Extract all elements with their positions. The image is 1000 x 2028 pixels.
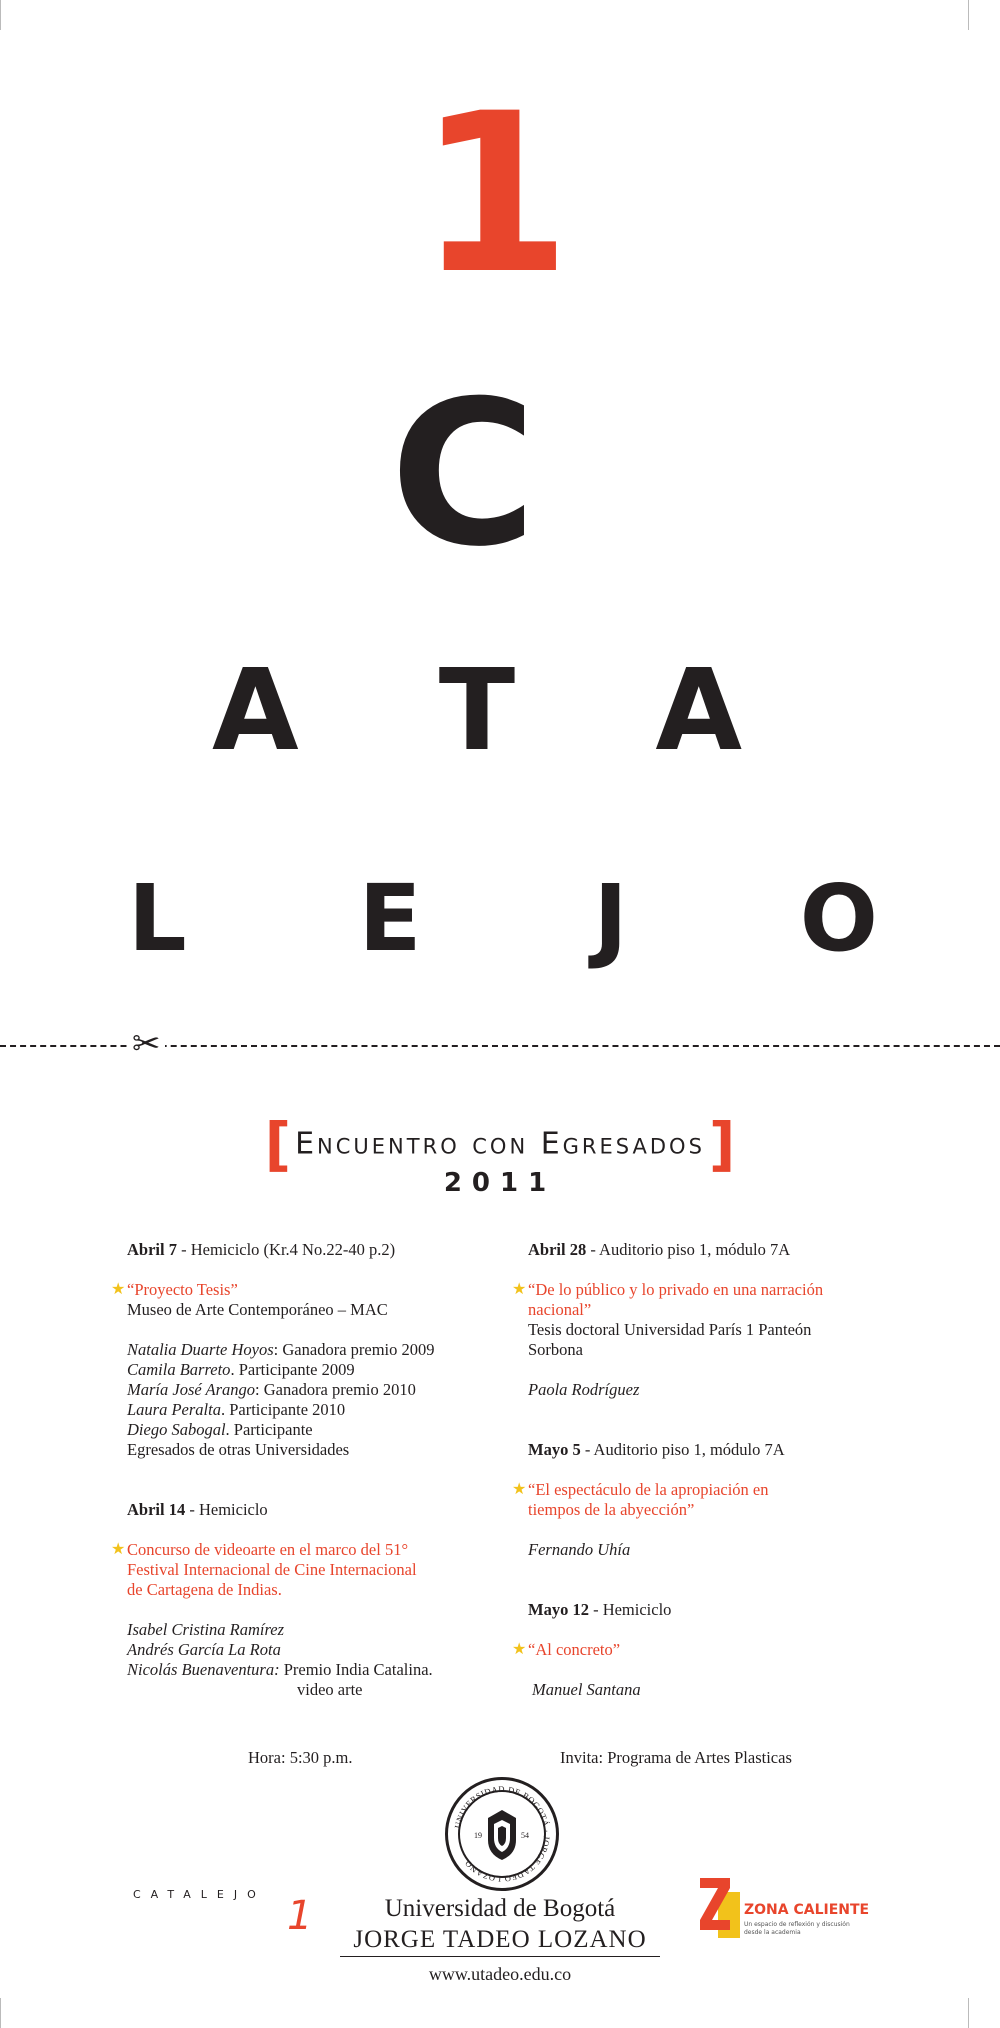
event-title-line: Festival Internacional de Cine Internacional — [127, 1560, 417, 1579]
title-row3-letter: E — [358, 865, 422, 972]
title-row2-letter: T — [438, 646, 516, 776]
event-header — [127, 1500, 487, 1520]
person-name: Isabel Cristina Ramírez — [127, 1620, 285, 1639]
title-row3 — [128, 865, 878, 972]
title-row2-letter: A — [655, 646, 742, 776]
bracket-right-icon: ] — [708, 1110, 736, 1178]
event-description: Sorbona — [528, 1340, 583, 1359]
participant: Laura Peralta. Participante 2010 — [127, 1400, 346, 1419]
event-date: Abril 7 — [127, 1240, 177, 1259]
participant: María José Arango: Ganadora premio 2010 — [127, 1380, 416, 1399]
event-title-line: tiempos de la abyección” — [528, 1500, 695, 1519]
star-icon: ★ — [512, 1481, 527, 1498]
event-date: Mayo 5 — [528, 1440, 581, 1459]
event-place: - Hemiciclo (Kr.4 No.22-40 p.2) — [176, 1240, 396, 1259]
person-name: Manuel Santana — [532, 1680, 641, 1699]
event-place: - Auditorio piso 1, módulo 7A — [586, 1240, 791, 1259]
title-row2 — [212, 646, 742, 776]
heading-title: Encuentro con Egresados — [295, 1126, 705, 1162]
event-title: ★ “Al concreto” — [512, 1640, 621, 1659]
title-row2-letter: A — [212, 646, 299, 776]
title-number: 1 — [418, 66, 572, 322]
event-header — [528, 1600, 888, 1620]
zona-caliente-title: ZONA CALIENTE — [744, 1902, 870, 1918]
event-subtitle: Museo de Arte Contemporáneo – MAC — [127, 1300, 388, 1319]
person-name: Paola Rodríguez — [528, 1380, 640, 1399]
footer-hora: Hora: 5:30 p.m. — [248, 1748, 353, 1767]
title-row3-letter: J — [593, 865, 628, 972]
bracket-left-icon: [ — [264, 1110, 292, 1178]
star-icon: ★ — [512, 1281, 527, 1298]
left-column — [111, 1240, 487, 1700]
university-name-line2: JORGE TADEO LOZANO — [340, 1926, 660, 1957]
scissors-icon: ✂ — [128, 1028, 165, 1062]
participant: Natalia Duarte Hoyos: Ganadora premio 2009 — [127, 1340, 435, 1359]
event-description: Tesis doctoral Universidad París 1 Panteón — [528, 1320, 812, 1339]
catalejo-wordmark: CATALEJO — [133, 1888, 266, 1901]
event-title: ★ “Proyecto Tesis” — [111, 1280, 238, 1299]
title-row3-letter: L — [128, 865, 187, 972]
seal-emblem-icon — [448, 1780, 556, 1888]
event-date: Abril 14 — [127, 1500, 186, 1519]
person-name: Andrés García La Rota — [127, 1640, 281, 1659]
star-icon: ★ — [111, 1541, 126, 1558]
event-title: ★ “El espectáculo de la apropiación en — [512, 1480, 769, 1499]
crop-mark — [0, 0, 1, 30]
event-title: ★ “De lo público y lo privado en una narración — [512, 1280, 824, 1299]
event-place: - Hemiciclo — [588, 1600, 672, 1619]
university-seal-icon — [445, 1777, 559, 1891]
event-title-line: nacional” — [528, 1300, 592, 1319]
event-date: Mayo 12 — [528, 1600, 589, 1619]
participant: Camila Barreto. Participante 2009 — [127, 1360, 355, 1379]
participant: Nicolás Buenaventura: Premio India Catalina. — [127, 1660, 433, 1679]
right-column — [512, 1240, 888, 1700]
person-name: Fernando Uhía — [528, 1540, 631, 1559]
seal-text: UNIVERSIDAD DE BOGOTÁ · JORGE TADEO LOZANO — [452, 1783, 553, 1885]
participant-extra: Egresados de otras Universidades — [127, 1440, 350, 1459]
heading-year: 2011 — [443, 1168, 557, 1198]
zona-caliente-logo-icon — [700, 1878, 742, 1940]
crop-mark — [968, 1998, 969, 2028]
footer-invita: Invita: Programa de Artes Plasticas — [560, 1748, 792, 1767]
seal-year-left: 19 — [474, 1831, 482, 1840]
participant: Diego Sabogal. Participante — [127, 1420, 313, 1439]
title-row3-letter: O — [799, 865, 878, 972]
star-icon: ★ — [111, 1281, 126, 1298]
event-title-line: de Cartagena de Indias. — [127, 1580, 282, 1599]
event-date: Abril 28 — [528, 1240, 587, 1259]
event-header — [528, 1240, 888, 1260]
zona-caliente-subtitle: desde la academia — [744, 1929, 801, 1936]
seal-year-right: 54 — [521, 1831, 529, 1840]
title-row1-letter: C — [390, 358, 537, 591]
university-url[interactable]: www.utadeo.edu.co — [428, 1964, 572, 1984]
university-name: Universidad de Bogotá — [384, 1895, 616, 1922]
participant-role-line: video arte — [297, 1680, 363, 1699]
catalejo-number: 1 — [287, 1893, 313, 1939]
star-icon: ★ — [512, 1641, 527, 1658]
crop-mark — [968, 0, 969, 30]
event-place: - Auditorio piso 1, módulo 7A — [580, 1440, 785, 1459]
zona-caliente-subtitle: Un espacio de reflexión y discusión — [744, 1921, 850, 1928]
event-title: ★ Concurso de videoarte en el marco del 51° — [111, 1540, 409, 1559]
event-header — [528, 1440, 888, 1460]
event-header — [127, 1240, 487, 1260]
event-place: - Hemiciclo — [185, 1500, 268, 1519]
crop-mark — [0, 1998, 1, 2028]
